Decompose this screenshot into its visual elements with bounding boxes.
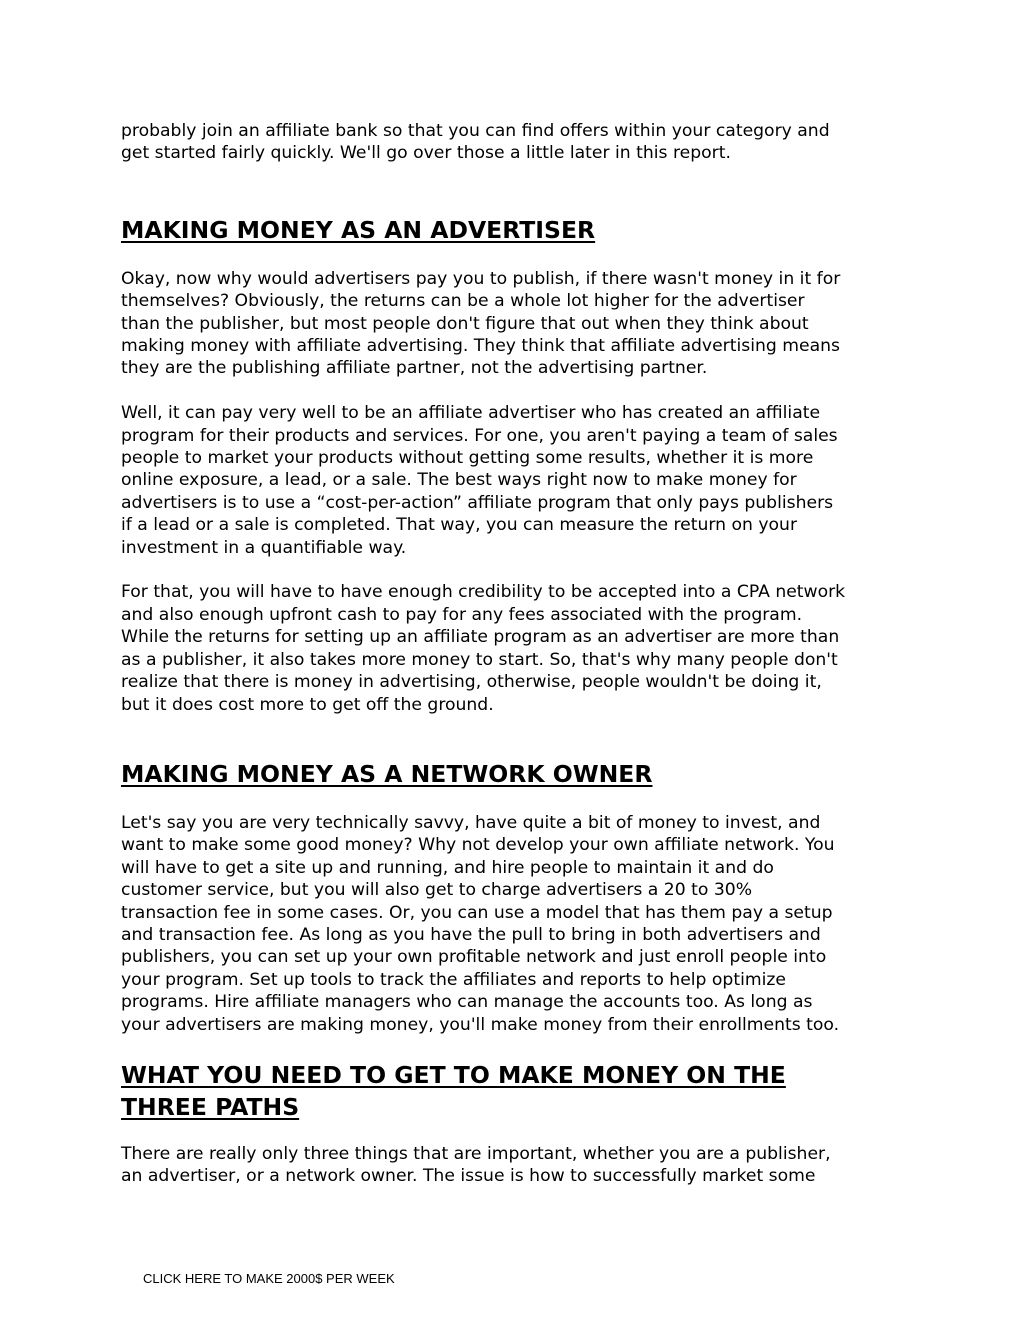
heading-three-paths: WHAT YOU NEED TO GET TO MAKE MONEY ON THE THREE PATHS [121,1060,786,1121]
advertiser-paragraph-2: Well, it can pay very well to be an affiliate advertiser who has created an affiliate program for their products and services. For one, you aren't paying a team of sales people to market your products without getting some results, whether it is more online exposure, a lead, or a sale. The best ways right now to make money for advertisers is to use a “cost-per-action” affiliate program that only pays publishers if a lead or a sale is completed. That way, you can measure the return on your investment in a quantifiable way. [121,403,838,558]
document-body [121,120,911,1188]
heading-advertiser: MAKING MONEY AS AN ADVERTISER [121,215,596,244]
advertiser-paragraph-3: For that, you will have to have enough credibility to be accepted into a CPA network and also enough upfront cash to pay for any fees associated with the program. While the returns for setting up an affiliate program as an advertiser are more than as a publisher, it also takes more money to start. So, that's why many people don't realize that there is money in advertising, otherwise, people wouldn't be doing it, but it does cost more to get off the ground. [121,582,846,715]
intro-paragraph: probably join an affiliate bank so that you can find offers within your category and get started fairly quickly. We'll go over those a little later in this report. [121,121,830,164]
network-owner-paragraph: Let's say you are very technically savvy, have quite a bit of money to invest, and want to make some good money? Why not develop your own affiliate network. You will have to get a site up and running, and hire people to maintain it and do customer service, but you will also get to charge advertisers a 20 to 30% transaction fee in some cases. Or, you can use a model that has them pay a setup and transaction fee. As long as you have the pull to bring in both advertisers and publishers, you can set up your own profitable network and just enroll people into your program. Set up tools to track the affiliates and reports to help optimize programs. Hire affiliate managers who can manage the accounts too. As long as your advertisers are making money, you'll make money from their enrollments too. [121,812,840,1035]
heading-network-owner: MAKING MONEY AS A NETWORK OWNER [121,759,653,788]
footer-promo-link[interactable]: CLICK HERE TO MAKE 2000$ PER WEEK [143,1271,395,1286]
three-paths-paragraph: There are really only three things that are important, whether you are a publisher, an advertiser, or a network owner. The issue is how to successfully market some [121,1143,831,1187]
advertiser-paragraph-1: Okay, now why would advertisers pay you to publish, if there wasn't money in it for themselves? Obviously, the returns can be a whole lot higher for the advertiser than the publisher, but most people don't figure that out when they think about making money with affiliate advertising. They think that affiliate advertising means they are the publishing affiliate partner, not the advertising partner. [121,268,841,379]
